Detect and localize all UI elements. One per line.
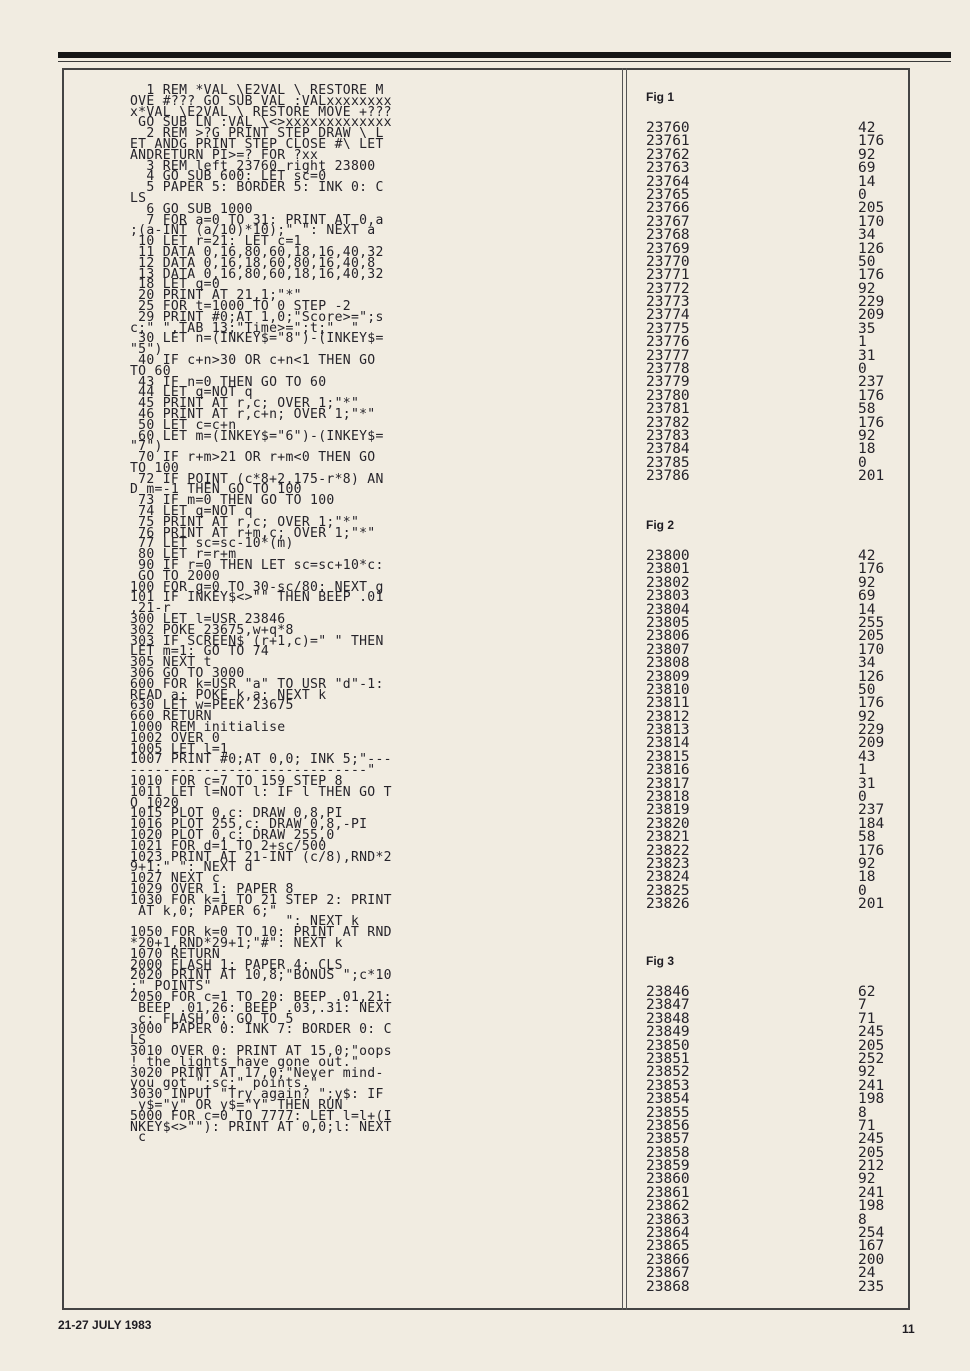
listing-line: 72 IF POINT (c*8+2,175-r*8) AN (130, 471, 384, 487)
memory-address: 23779 (646, 374, 690, 391)
listing-line: 303 IF SCREEN$ (r+1,c)=" " THEN (130, 633, 384, 649)
memory-address: 23761 (646, 133, 690, 150)
listing-line: 3020 PRINT AT 17,0;"Never mind- (130, 1065, 384, 1081)
memory-address: 23849 (646, 1024, 690, 1041)
memory-address: 23852 (646, 1064, 690, 1081)
byte-value: 71 (858, 1010, 876, 1027)
memory-address: 23860 (646, 1171, 690, 1188)
byte-value: 62 (858, 984, 876, 1000)
memory-address: 23777 (646, 347, 690, 364)
figure-row (646, 898, 906, 911)
byte-value: 35 (858, 320, 876, 337)
figure-2 (646, 518, 906, 912)
byte-value: 92 (858, 708, 876, 725)
byte-value: 50 (858, 253, 876, 270)
memory-address: 23864 (646, 1225, 690, 1242)
memory-address: 23784 (646, 441, 690, 458)
memory-address: 23769 (646, 240, 690, 257)
byte-value: 34 (858, 655, 876, 672)
byte-value: 205 (858, 628, 885, 645)
memory-address: 23863 (646, 1211, 690, 1228)
byte-value: 14 (858, 173, 876, 190)
listing-line: ,21-r (130, 601, 171, 617)
byte-value: 198 (858, 1198, 885, 1215)
byte-value: 126 (858, 240, 885, 257)
byte-value: 0 (858, 361, 867, 378)
listing-line: 1029 OVER 1: PAPER 8 (130, 881, 294, 897)
byte-value: 58 (858, 401, 876, 418)
issue-date: 21-27 JULY 1983 (58, 1318, 152, 1332)
byte-value: 241 (858, 1077, 885, 1094)
listing-line: 1030 FOR k=1 TO 21 STEP 2: PRINT (130, 892, 392, 908)
listing-line: 20 PRINT AT 21,1;"*" (130, 288, 302, 304)
listing-line: 2 REM >?G PRINT STEP DRAW \ L (130, 126, 384, 142)
byte-value: 8 (858, 1104, 867, 1121)
listing-line: x*VAL \E2VAL \ RESTORE MOVE +??? (130, 104, 392, 120)
listing-line: c: FLASH 0: GO TO 5 (130, 1011, 294, 1027)
figure-rows (646, 986, 906, 1294)
memory-address: 23809 (646, 668, 690, 685)
byte-value: 7 (858, 997, 867, 1014)
figure-3 (646, 954, 906, 1294)
byte-value: 1 (858, 762, 867, 779)
listing-line: 1002 OVER 0 (130, 730, 221, 746)
listing-line: 3000 PAPER 0: INK 7: BORDER 0: C (130, 1022, 392, 1038)
memory-address: 23801 (646, 561, 690, 578)
byte-value: 42 (858, 120, 876, 136)
memory-address: 23773 (646, 294, 690, 311)
byte-value: 92 (858, 1064, 876, 1081)
byte-value: 245 (858, 1131, 885, 1148)
memory-address: 23815 (646, 748, 690, 765)
memory-address: 23821 (646, 829, 690, 846)
listing-line: 70 IF r+m>21 OR r+m<0 THEN GO (130, 450, 376, 466)
byte-value: 0 (858, 454, 867, 471)
memory-address: 23776 (646, 334, 690, 351)
byte-value: 245 (858, 1024, 885, 1041)
memory-address: 23812 (646, 708, 690, 725)
byte-value: 229 (858, 722, 885, 739)
byte-value: 69 (858, 588, 876, 605)
memory-address: 23846 (646, 984, 690, 1000)
byte-value: 92 (858, 855, 876, 872)
listing-line: 630 LET w=PEEK 23675 (130, 698, 294, 714)
byte-value: 18 (858, 869, 876, 886)
memory-address: 23854 (646, 1091, 690, 1108)
memory-address: 23857 (646, 1131, 690, 1148)
memory-address: 23772 (646, 280, 690, 297)
memory-address: 23807 (646, 641, 690, 658)
byte-value: 31 (858, 775, 876, 792)
byte-value: 237 (858, 802, 885, 819)
memory-address: 23805 (646, 614, 690, 631)
listing-line: 75 PRINT AT r,c; OVER 1;"*" (130, 514, 360, 530)
listing-line: ANDRETURN PI>=? FOR ?xx (130, 147, 319, 163)
listing-line: NKEY$<>""): PRINT AT 0,0;l: NEXT (130, 1119, 392, 1135)
listing-line: AT k,0; PAPER 6;" (130, 903, 278, 919)
byte-value: 176 (858, 414, 885, 431)
byte-value: 209 (858, 307, 885, 324)
listing-line: 6 GO SUB 1000 (130, 201, 253, 217)
byte-value: 0 (858, 789, 867, 806)
listing-line: 1016 PLOT 255,c: DRAW 0,8,-PI (130, 817, 368, 833)
memory-address: 23822 (646, 842, 690, 859)
byte-value: 170 (858, 213, 885, 230)
byte-value: 167 (858, 1238, 885, 1255)
listing-line: 5 PAPER 5: BORDER 5: INK 0: C (130, 180, 384, 196)
byte-value: 92 (858, 1171, 876, 1188)
memory-address: 23806 (646, 628, 690, 645)
byte-value: 176 (858, 133, 885, 150)
memory-address: 23825 (646, 882, 690, 899)
memory-address: 23771 (646, 267, 690, 284)
listing-line: 1007 PRINT #0;AT 0,0; INK 5;"--- (130, 752, 392, 768)
memory-address: 23858 (646, 1144, 690, 1161)
memory-address: 23855 (646, 1104, 690, 1121)
memory-address: 23804 (646, 601, 690, 618)
listing-line: 4 GO SUB 600: LET sc=0 (130, 169, 327, 185)
byte-value: 235 (858, 1278, 885, 1295)
listing-line: 40 IF c+n>30 OR c+n<1 THEN GO (130, 352, 376, 368)
listing-line: 600 FOR k=USR "a" TO USR "d"-1: (130, 676, 384, 692)
memory-address: 23782 (646, 414, 690, 431)
listing-line: 3010 OVER 0: PRINT AT 15,0;"oops (130, 1043, 392, 1059)
memory-address: 23819 (646, 802, 690, 819)
byte-value: 200 (858, 1251, 885, 1268)
listing-line: 2050 FOR c=1 TO 20: BEEP .01,21: (130, 989, 392, 1005)
column-divider-inner (626, 68, 627, 1310)
byte-value: 205 (858, 1144, 885, 1161)
byte-value: 209 (858, 735, 885, 752)
listing-line: 1020 PLOT 0,c: DRAW 255,0 (130, 827, 335, 843)
byte-value: 0 (858, 882, 867, 899)
memory-address: 23765 (646, 186, 690, 203)
memory-address: 23861 (646, 1184, 690, 1201)
byte-value: 184 (858, 815, 885, 832)
byte-value: 176 (858, 695, 885, 712)
listing-line: 44 LET q=NOT q (130, 385, 253, 401)
listing-line: 1005 LET l=1 (130, 741, 229, 757)
byte-value: 126 (858, 668, 885, 685)
byte-value: 92 (858, 146, 876, 163)
listing-line: 60 LET m=(INKEY$="6")-(INKEY$= (130, 428, 384, 444)
listing-line: c;" ",TAB 13;"Time>=";t;" " (130, 320, 360, 336)
byte-value: 14 (858, 601, 876, 618)
byte-value: 237 (858, 374, 885, 391)
byte-value: 170 (858, 641, 885, 658)
byte-value: 252 (858, 1050, 885, 1067)
memory-address: 23851 (646, 1050, 690, 1067)
byte-value: 71 (858, 1117, 876, 1134)
memory-address: 23767 (646, 213, 690, 230)
memory-address: 23803 (646, 588, 690, 605)
byte-value: 69 (858, 160, 876, 177)
listing-line: 1021 FOR d=1 TO 2+sc/500 (130, 838, 327, 854)
listing-line: READ a: POKE k,a: NEXT k (130, 687, 327, 703)
listing-line: 74 LET q=NOT q (130, 504, 253, 520)
byte-value: 201 (858, 468, 885, 485)
listing-line: 1000 REM initialise (130, 720, 286, 736)
listing-line: TO 60 (130, 363, 171, 379)
memory-address: 23811 (646, 695, 690, 712)
memory-address: 23816 (646, 762, 690, 779)
memory-address: 23859 (646, 1158, 690, 1175)
listing-line: 13 DATA 0,16,80,60,18,16,40,32 (130, 266, 384, 282)
memory-address: 23810 (646, 681, 690, 698)
byte-value: 24 (858, 1265, 876, 1282)
listing-line: 101 IF INKEY$<>"" THEN BEEP .01 (130, 590, 384, 606)
listing-line: 18 LET q=0 (130, 277, 221, 293)
listing-line: 1027 NEXT c (130, 871, 221, 887)
memory-address: 23848 (646, 1010, 690, 1027)
listing-line: 306 GO TO 3000 (130, 666, 245, 682)
listing-line: you got ";sc;" points." (130, 1076, 319, 1092)
memory-address: 23808 (646, 655, 690, 672)
listing-line: 1015 PLOT 0,c: DRAW 0,8,PI (130, 806, 343, 822)
listing-line: 73 IF m=0 THEN GO TO 100 (130, 493, 335, 509)
listing-line: 45 PRINT AT r,c; OVER 1;"*" (130, 396, 360, 412)
figure-1 (646, 90, 906, 484)
byte-value: 42 (858, 548, 876, 564)
byte-value: 31 (858, 347, 876, 364)
figure-rows (646, 550, 906, 912)
memory-address: 23866 (646, 1251, 690, 1268)
listing-line: 302 POKE 23675,w+q*8 (130, 622, 294, 638)
listing-line: 1023 PRINT AT 21-INT (c/8),RND*2 (130, 849, 392, 865)
byte-value: 50 (858, 681, 876, 698)
byte-value: 34 (858, 227, 876, 244)
listing-line: ;(a-INT (a/10)*10);" ": NEXT a (130, 223, 376, 239)
top-rule-thin (58, 61, 951, 62)
listing-line: 29 PRINT #0;AT 1,0;"Score>=";s (130, 309, 384, 325)
listing-line: 7 FOR a=0 TO 31: PRINT AT 0,a (130, 212, 384, 228)
listing-line: LET m=1: GO TO 74 (130, 644, 270, 660)
listing-line: TO 100 (130, 460, 180, 476)
listing-line: 3 REM left 23760 right 23800 (130, 158, 376, 174)
byte-value: 92 (858, 280, 876, 297)
memory-address: 23781 (646, 401, 690, 418)
memory-address: 23813 (646, 722, 690, 739)
listing-line: 100 FOR g=0 TO 30-sc/80: NEXT g (130, 579, 384, 595)
listing-line: ! the lights have gone out." (130, 1054, 360, 1070)
listing-line: 1070 RETURN (130, 946, 221, 962)
listing-line: 80 LET r=r+m (130, 547, 237, 563)
byte-value: 212 (858, 1158, 885, 1175)
memory-address: 23770 (646, 253, 690, 270)
memory-address: 23862 (646, 1198, 690, 1215)
listing-line: LS (130, 190, 147, 206)
listing-line: ;" POINTS" (130, 979, 212, 995)
memory-address: 23847 (646, 997, 690, 1014)
listing-line: 50 LET c=c+n (130, 417, 237, 433)
byte-value: 1 (858, 334, 867, 351)
listing-line: 1011 LET l=NOT l: IF l THEN GO T (130, 784, 392, 800)
listing-line: D m=-1 THEN GO TO 100 (130, 482, 302, 498)
memory-address: 23818 (646, 789, 690, 806)
byte-value: 176 (858, 267, 885, 284)
listing-line: 25 FOR t=1000 TO 0 STEP -2 (130, 298, 351, 314)
listing-line: *20+1,RND*29+1;"#": NEXT k (130, 935, 343, 951)
memory-address: 23783 (646, 427, 690, 444)
byte-value: 255 (858, 614, 885, 631)
listing-line: 1 REM *VAL \E2VAL \ RESTORE M (130, 83, 384, 98)
memory-address: 23814 (646, 735, 690, 752)
memory-address: 23766 (646, 200, 690, 217)
listing-line: ": NEXT k (130, 914, 360, 930)
memory-address: 23824 (646, 869, 690, 886)
listing-line: LS (130, 1033, 147, 1049)
byte-value: 176 (858, 387, 885, 404)
listing-line: 11 DATA 0,16,80,60,18,16,40,32 (130, 244, 384, 260)
listing-line: 305 NEXT t (130, 655, 212, 671)
byte-value: 198 (858, 1091, 885, 1108)
byte-value: 18 (858, 441, 876, 458)
listing-line: 10 LET r=21: LET c=1 (130, 234, 302, 250)
listing-line: y$="y" OR y$="Y" THEN RUN (130, 1097, 343, 1113)
listing-line: GO TO 2000 (130, 568, 221, 584)
figure-title: Fig 3 (646, 954, 675, 968)
figure-rows (646, 122, 906, 484)
listing-line: 1010 FOR c=7 TO 159 STEP 8 (130, 774, 343, 789)
byte-value: 201 (858, 896, 885, 913)
byte-value: 58 (858, 829, 876, 846)
byte-value: 0 (858, 186, 867, 203)
listing-line: 5000 FOR c=0 TO 7777: LET l=l+(I (130, 1108, 392, 1124)
memory-address: 23868 (646, 1278, 690, 1295)
memory-address: 23820 (646, 815, 690, 832)
listing-line: 12 DATA 0,16,18,60,80,16,40,8 (130, 255, 376, 271)
memory-address: 23802 (646, 574, 690, 591)
listing-line: 46 PRINT AT r,c+n; OVER 1;"*" (130, 406, 376, 422)
memory-address: 23780 (646, 387, 690, 404)
listing-line: 77 LET sc=sc-10*(m) (130, 536, 294, 552)
memory-address: 23786 (646, 468, 690, 485)
byte-value: 205 (858, 200, 885, 217)
listing-line: 30 LET n=(INKEY$="8")-(INKEY$= (130, 331, 384, 347)
memory-address: 23764 (646, 173, 690, 190)
column-divider (622, 68, 623, 1310)
listing-line: 76 PRINT AT r+m,c; OVER 1;"*" (130, 525, 376, 541)
byte-value: 43 (858, 748, 876, 765)
byte-value: 92 (858, 574, 876, 591)
memory-address: 23817 (646, 775, 690, 792)
listing-line: 300 LET l=USR 23846 (130, 612, 286, 628)
memory-address: 23856 (646, 1117, 690, 1134)
listing-line: ET ANDG PRINT STEP CLOSE #\ LET (130, 136, 392, 152)
memory-address: 23867 (646, 1265, 690, 1282)
byte-value: 176 (858, 842, 885, 859)
memory-address: 23826 (646, 896, 690, 913)
listing-line: GO SUB LN :VAL \<>xxxxxxxxxxxxx (130, 115, 392, 131)
memory-address: 23775 (646, 320, 690, 337)
byte-value: 205 (858, 1037, 885, 1054)
listing-line: 2000 FLASH 1: PAPER 4: CLS (130, 957, 343, 973)
memory-address: 23762 (646, 146, 690, 163)
byte-value: 254 (858, 1225, 885, 1242)
memory-address: 23823 (646, 855, 690, 872)
listing-line: 2020 PRINT AT 10,8;"BONUS ";c*10 (130, 968, 392, 984)
listing-line: 43 IF n=0 THEN GO TO 60 (130, 374, 327, 390)
listing-line: 3030 INPUT "Try again? ";y$: IF (130, 1087, 384, 1103)
listing-line: OVE #??? GO SUB VAL :VALxxxxxxxx (130, 93, 392, 109)
memory-address: 23774 (646, 307, 690, 324)
memory-address: 23768 (646, 227, 690, 244)
memory-address: 23785 (646, 454, 690, 471)
listing-line: -----------------------------" (130, 763, 376, 779)
listing-line: c (130, 1130, 147, 1146)
listing-line: "7") (130, 439, 163, 455)
basic-program-listing (130, 83, 542, 1146)
figure-row (646, 470, 906, 483)
byte-value: 229 (858, 294, 885, 311)
top-rule (58, 52, 951, 58)
memory-address: 23850 (646, 1037, 690, 1054)
memory-address: 23800 (646, 548, 690, 564)
byte-value: 241 (858, 1184, 885, 1201)
listing-line: BEEP .01,26: BEEP .03,.31: NEXT (130, 1000, 392, 1016)
listing-line: O 1020 (130, 795, 180, 811)
listing-line: 9+1;" ": NEXT d (130, 860, 253, 876)
listing-line: "5") (130, 342, 163, 358)
byte-value: 176 (858, 561, 885, 578)
listing-line: 90 IF r=0 THEN LET sc=sc+10*c: (130, 558, 384, 574)
byte-value: 92 (858, 427, 876, 444)
figure-title: Fig 2 (646, 518, 675, 532)
listing-line: 1050 FOR k=0 TO 10: PRINT AT RND (130, 925, 392, 941)
memory-address: 23760 (646, 120, 690, 136)
memory-address: 23778 (646, 361, 690, 378)
byte-value: 8 (858, 1211, 867, 1228)
figure-row (646, 1278, 906, 1295)
memory-address: 23763 (646, 160, 690, 177)
page-number: 11 (902, 1322, 915, 1336)
memory-address: 23853 (646, 1077, 690, 1094)
listing-line: 660 RETURN (130, 709, 212, 725)
memory-address: 23865 (646, 1238, 690, 1255)
figure-title: Fig 1 (646, 90, 675, 104)
